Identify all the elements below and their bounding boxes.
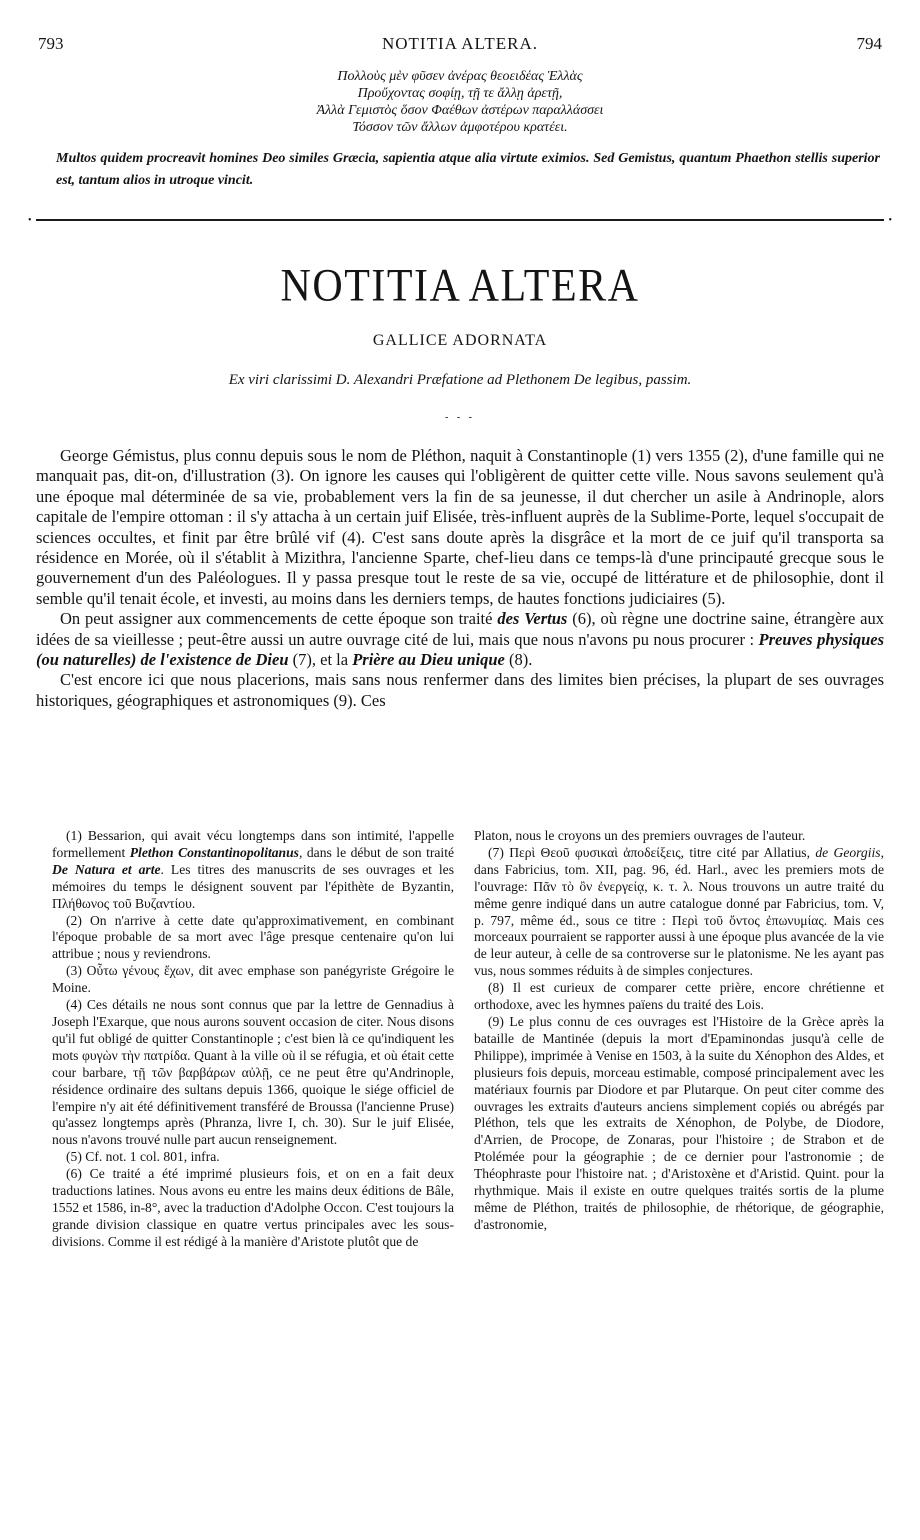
footnote-8: (8) Il est curieux de comparer cette prière, encore chrétienne et orthodoxe, avec les hymnes païens du traité des Lois. xyxy=(474,980,884,1013)
section-rule xyxy=(36,219,884,221)
footnote-5: (5) Cf. not. 1 col. 801, infra. xyxy=(66,1149,220,1165)
running-head xyxy=(38,34,882,58)
separator-mark: - - - xyxy=(445,412,475,423)
rule-dot-right: • xyxy=(888,215,892,226)
epigram-line: Τόσσον τῶν ἄλλων ἀμφοτέρου κρατέει. xyxy=(352,120,568,135)
rule-dot-left: • xyxy=(28,215,32,226)
main-text xyxy=(36,446,884,711)
section-subtitle: GALLICE ADORNATA xyxy=(372,332,548,349)
footnote-4: (4) Ces détails ne nous sont connus que par la lettre de Gennadius à Joseph l'Exarque, que nous aurons souvent occasion de citer. Nous disons qu'il fut obligé de quitter Constantinople ; c'est bien là ce qu'indiquent les mots φυγὼν τὴν πατρίδα. Quant à la ville où il se réfugia, et où était cette cour barbare, τῇ τῶν βαρβάρων αὐλῇ, ce ne peut être qu'Andrinople, résidence ordinaire des sultans depuis 1366, quoique le siége officiel de l'empire n'y ait été définitivement transféré de Broussa (l'ancienne Pruse) qu'assez longtemps après (Phranza, livre I, ch. 30). Sur le juif Elisée, nous n'avons trouvé nulle part aucun renseignement. xyxy=(52,997,454,1148)
footnote-1: (1) Bessarion, qui avait vécu longtemps dans son intimité, l'appelle formellement Plethon Constantinopolitanus, dans le début de son traité De Natura et arte. Les titres des manuscrits de ses ouvrages et les mémoires du temps le désignent souvent par l'épithète de Byzantin, Πλήθωνος τοῦ Βυζαντίου. xyxy=(52,828,455,911)
footnote-3: (3) Οὗτω γένους ἔχων, dit avec emphase son panégyriste Grégoire le Moine. xyxy=(52,963,454,996)
footnote-7: (7) Περὶ Θεοῦ φυσικαὶ ἀποδείξεις, titre cité par Allatius, de Georgiis, dans Fabricius, tom. XII, pag. 96, éd. Harl., avec les premiers mots de l'ouvrage: Πᾶν τὸ ὂν ἐνεργείᾳ, κ. τ. λ. Nous trouvons un autre traité du même genre indiqué dans un autre catalogue donné par Fabricius, tom. V, p. 797, même éd., sous ce titre : Περὶ τοῦ ὄντος ἐπωνυμίας. Mais ces morceaux pourraient se rapporter aussi à une époque plus avancée de la vie de leur auteur, à celle de sa controverse sur le platonisme. Ne les ayant pas vus, nous sommes réduits à de simples conjectures. xyxy=(474,844,884,979)
page-number-right: 794 xyxy=(856,34,882,53)
page-number-left: 793 xyxy=(38,34,64,53)
section-title: NOTITIA ALTERA xyxy=(280,260,640,312)
footnote-9: (9) Le plus connu de ces ouvrages est l'Histoire de la Grèce après la bataille de Mantinée (depuis la mort d'Epaminondas jusqu'à celle de Philippe), imprimée à Venise en 1503, à la suite du Xénophon des Aldes, et plusieurs fois depuis, morceau estimable, composé principalement avec les matériaux fournis par Diodore et par Plutarque. On peut citer comme des ouvrages les extraits d'auteurs anciens simplement copiés ou abrégés par Pléthon, tels que les extraits de Xénophon, de Polybe, de Diodore, d'Arrien, de Procope, de Zonaras, pour l'histoire ; de Strabon et de Ptolémée pour la géographie ; de ce dernier pour l'astronomie ; de Théophraste pour l'histoire nat. ; d'Aristoxène et d'Aristid. Quint. pour la rhythmique. Mais il existe en outre quelques traités sortis de la plume même de Pléthon, traités de philosophie, de rhétorique, de géographie, d'astronomie, xyxy=(474,1013,884,1232)
footnotes-left-column xyxy=(52,828,454,1251)
paragraph: C'est encore ici que nous placerions, mais sans nous renfermer dans des limites bien précises, la plupart de ses ouvrages historiques, géographiques et astronomiques (9). Ces xyxy=(36,670,884,710)
source-line: Ex viri clarissimi D. Alexandri Præfatione ad Plethonem De legibus, passim. xyxy=(228,372,692,388)
footnote-6: (6) Ce traité a été imprimé plusieurs fois, et on en a fait deux traductions latines. Nous avons eu entre les mains deux éditions de Bâle, 1552 et 1586, in-8°, avec la traduction d'Adolphe Occon. C'est toujours la grande division classique en quatre vertus principales avec les sous-divisions. Comme il est rédigé à la manière d'Aristote plutôt que de xyxy=(52,1166,454,1249)
paragraph: On peut assigner aux commencements de cette époque son traité des Vertus (6), où règne une doctrine saine, étrangère aux idées de sa vieillesse ; peut-être aussi un autre ouvrage cité de lui, mais que nous n'avons pu nous procurer : Preuves physiques (ou naturelles) de l'existence de Dieu (7), et la Prière au Dieu unique (8). xyxy=(36,609,884,670)
running-title: NOTITIA ALTERA. xyxy=(381,34,539,53)
epigram-latin-translation: Multos quidem procreavit homines Deo similes Græcia, sapientia atque alia virtute eximios. Sed Gemistus, quantum Phaethon stellis superior est, tantum alios in utroque vincit. xyxy=(56,151,880,188)
footnote-6-continued: Platon, nous le croyons un des premiers ouvrages de l'auteur. xyxy=(474,828,806,843)
footnotes-right-column xyxy=(474,828,884,1234)
epigram-line: Ἀλλὰ Γεμιστὸς ὅσον Φαέθων ἀστέρων παραλλάσσει xyxy=(316,103,604,118)
greek-epigram xyxy=(0,68,920,136)
epigram-line: Προὔχοντας σοφίῃ, τῇ τε ἄλλῃ ἀρετῇ, xyxy=(357,86,563,101)
footnote-2: (2) On n'arrive à cette date qu'approximativement, en combinant l'époque probable de sa mort avec l'âge presque centenaire qu'on lui attribue ; nous y reviendrons. xyxy=(52,912,454,962)
paragraph: George Gémistus, plus connu depuis sous le nom de Pléthon, naquit à Constantinople (1) vers 1355 (2), d'une famille qui ne manquait pas, dit-on, d'illustration (3). On ignore les causes qui l'obligèrent de quitter cette ville. Nous savons seulement qu'à une époque mal déterminée de sa vie, probablement vers la fin de sa jeunesse, il dut chercher un asile à Andrinople, alors capitale de l'empire ottoman : il s'y attacha à un certain juif Elisée, très-influent auprès de la Sublime-Porte, lequel s'occupait de sciences occultes, et finit par être brûlé vif (4). C'est sans doute après la disgrâce et la mort de ce juif qu'il transporta sa résidence en Morée, où il s'établit à Mizithra, l'ancienne Sparte, chef-lieu dans ce temps-là d'une principauté grecque sous le gouvernement d'un des Paléologues. Il y passa presque tout le reste de sa vie, occupé de littérature et de philosophie, dont il semble qu'il tenait école, et investi, au moins dans les derniers temps, de hautes fonctions judiciaires (5). xyxy=(36,446,884,608)
epigram-line: Πολλοὺς μὲν φῦσεν ἀνέρας θεοειδέας Ἑλλὰς xyxy=(337,69,583,84)
